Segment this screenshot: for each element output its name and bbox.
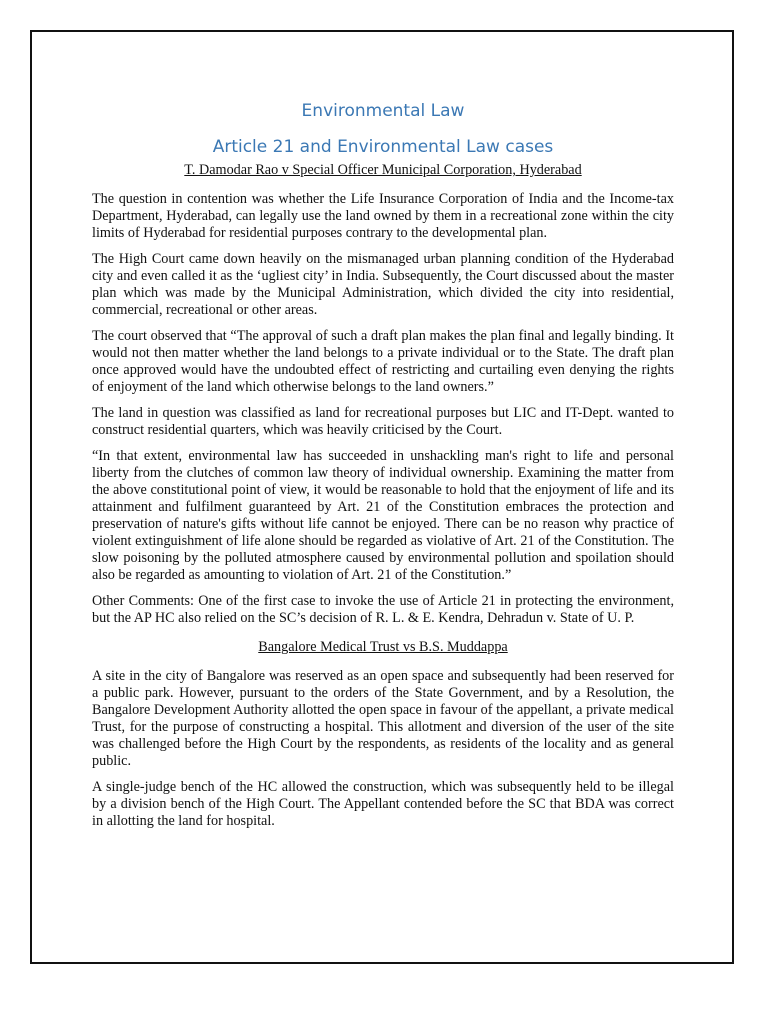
case1-paragraph-6: Other Comments: One of the first case to invoke the use of Article 21 in protecting the environment, but the AP HC also relied on the SC’s decision of R. L. & E. Kendra, Dehradun v. State of U. P. (92, 593, 674, 626)
case2-title: Bangalore Medical Trust vs B.S. Muddappa (258, 639, 508, 655)
case1-paragraph-3: The court observed that “The approval of such a draft plan makes the plan final and legally binding. It would not then matter whether the land belongs to a private individual or to the State. The draft plan once approved would have the undoubted effect of restricting and curtailing even denying the rights of enjoyment of the land which otherwise belongs to the land owners.” (92, 328, 674, 395)
case2-paragraph-2: A single-judge bench of the HC allowed the construction, which was subsequently held to be illegal by a division bench of the High Court. The Appellant contended before the SC that BDA was correct in allotting the land for hospital. (92, 779, 674, 829)
case2-paragraph-1: A site in the city of Bangalore was reserved as an open space and subsequently had been reserved for a public park. However, pursuant to the orders of the State Government, and by a Resolution, the Bangalore Development Authority allotted the open space in favour of the appellant, a private medical Trust, for the purpose of constructing a hospital. This allotment and diversion of the user of the site was challenged before the High Court by the respondents, as residents of the locality and as general public. (92, 668, 674, 769)
case1-title: T. Damodar Rao v Special Officer Municipal Corporation, Hyderabad (184, 162, 582, 178)
case1-paragraph-2: The High Court came down heavily on the mismanaged urban planning condition of the Hyderabad city and even called it as the ‘ugliest city’ in India. Subsequently, the Court discussed about the master plan which was made by the Municipal Administration, which divided the city into residential, commercial, recreational or other areas. (92, 251, 674, 318)
case1-paragraph-4: The land in question was classified as land for recreational purposes but LIC and IT-Dept. wanted to construct residential quarters, which was heavily criticised by the Court. (92, 405, 674, 438)
document-subheading: Article 21 and Environmental Law cases (212, 137, 554, 157)
case1-paragraph-5: “In that extent, environmental law has succeeded in unshackling man's right to life and personal liberty from the clutches of common law theory of individual ownership. Examining the matter from the above constitutional point of view, it would be reasonable to hold that the enjoyment of life and its attainment and fulfilment guaranteed by Art. 21 of the Constitution embraces the protection and preservation of nature's gifts without life cannot be enjoyed. There can be no reason why practice of violent extinguishment of life alone should be regarded as violative of Art. 21 of the Constitution. The slow poisoning by the polluted atmosphere caused by environmental pollution and spoilation should also be regarded as amounting to violation of Art. 21 of the Constitution.” (92, 448, 674, 583)
case1-paragraph-1: The question in contention was whether the Life Insurance Corporation of India and the Income-tax Department, Hyderabad, can legally use the land owned by them in a recreational zone within the city limits of Hyderabad for residential purposes contrary to the developmental plan. (92, 191, 674, 241)
document-body (92, 100, 674, 839)
document-heading: Environmental Law (301, 101, 465, 121)
